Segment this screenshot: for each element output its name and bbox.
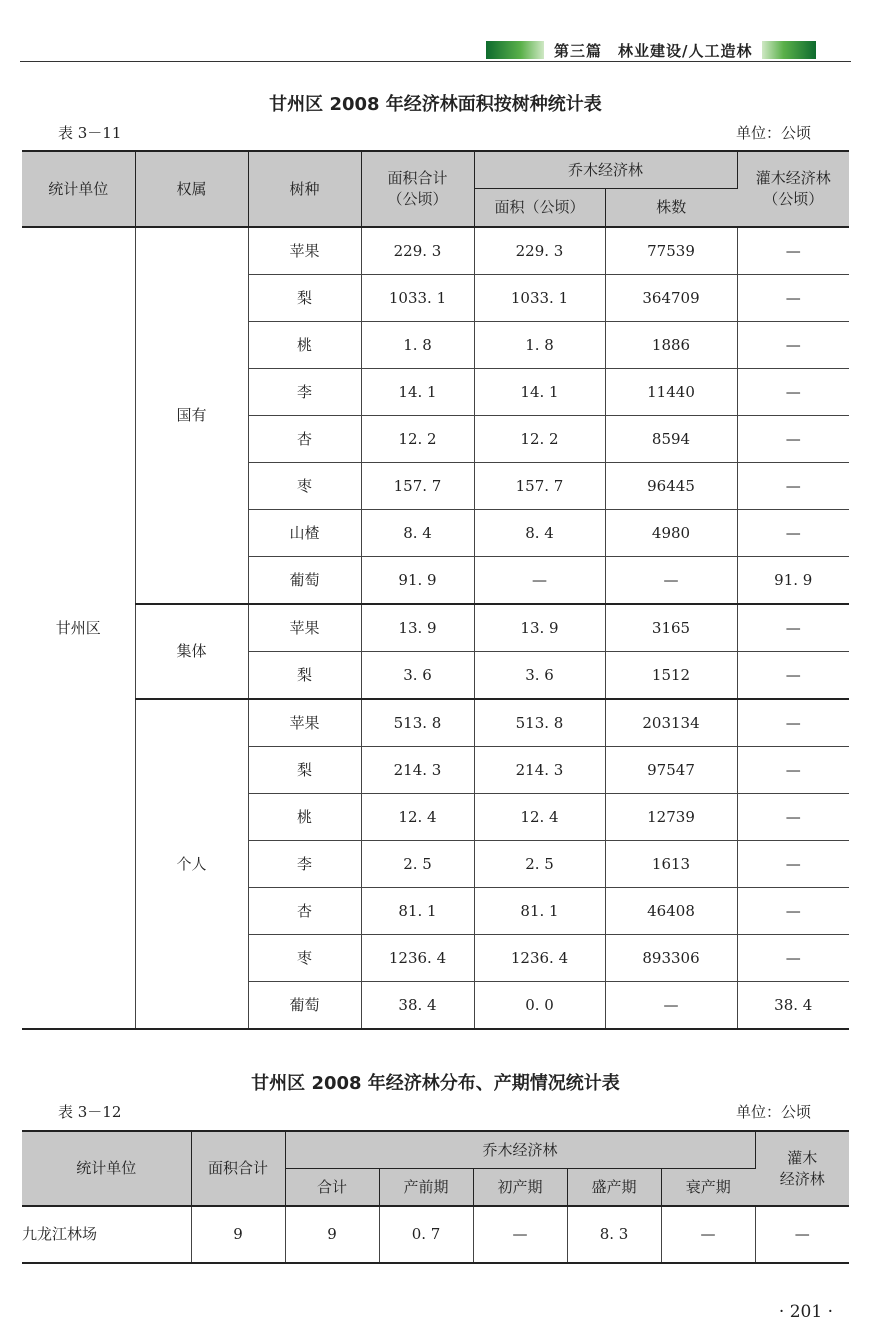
table1: [22, 150, 849, 1030]
table-cell: 2. 5: [474, 841, 605, 888]
table-cell: 1033. 1: [361, 275, 474, 322]
header-rule: [20, 61, 851, 62]
table-cell: —: [661, 1206, 755, 1263]
header-species: 树种: [248, 151, 361, 227]
table-cell: 九龙江林场: [22, 1206, 191, 1263]
table-cell: —: [605, 557, 737, 605]
t2-header-unit: 统计单位: [22, 1131, 191, 1206]
table-cell: 77539: [605, 227, 737, 275]
table-cell: 0. 0: [474, 982, 605, 1030]
table-cell: 513. 8: [361, 699, 474, 747]
header-unit: 统计单位: [22, 151, 135, 227]
table-cell: 1236. 4: [361, 935, 474, 982]
t2-header-arbor: 乔木经济林: [285, 1131, 755, 1169]
header-arbor: 乔木经济林: [474, 151, 737, 189]
table-cell: 杏: [248, 416, 361, 463]
table2: [22, 1130, 849, 1264]
table-cell: 13. 9: [474, 604, 605, 652]
table-cell: —: [605, 982, 737, 1030]
table-cell: 山楂: [248, 510, 361, 557]
table-cell: 157. 7: [474, 463, 605, 510]
page-number: · 201 ·: [778, 1302, 833, 1322]
header-total-area-label: 面积合计: [387, 169, 448, 187]
header-arbor-count: 株数: [605, 189, 737, 228]
table-cell: 1613: [605, 841, 737, 888]
table-cell: —: [737, 463, 849, 510]
t2-header-shrub-line2: 经济林: [779, 1169, 825, 1188]
table-cell: —: [737, 652, 849, 700]
table-cell: 12. 4: [474, 794, 605, 841]
table-cell: 1886: [605, 322, 737, 369]
running-head-text: 第三篇 林业建设/人工造林: [554, 41, 753, 60]
table-cell: —: [737, 888, 849, 935]
table-cell: 214. 3: [474, 747, 605, 794]
t2-header-sub: 合计: [285, 1169, 379, 1207]
table-row: [22, 604, 849, 652]
table-cell: —: [794, 1225, 810, 1243]
t2-header-shrub-line1: 灌木: [787, 1148, 818, 1167]
table-cell: —: [737, 275, 849, 322]
header-shrub-unit: （公顷）: [763, 190, 824, 208]
table-cell: 梨: [248, 747, 361, 794]
table-cell: 葡萄: [248, 557, 361, 605]
header-shrub-label: 灌木经济林: [755, 169, 831, 187]
table1-unit: 单位：公顷: [735, 124, 811, 142]
table1-title: 甘州区 2008 年经济林面积按树种统计表: [269, 94, 602, 115]
table-cell: 14. 1: [361, 369, 474, 416]
table-cell: 李: [248, 841, 361, 888]
table-cell: 3165: [605, 604, 737, 652]
table-cell: 364709: [605, 275, 737, 322]
table-cell: 96445: [605, 463, 737, 510]
table-cell: 46408: [605, 888, 737, 935]
table-cell: 葡萄: [248, 982, 361, 1030]
header-bar-left: [486, 41, 544, 59]
table-cell: 81. 1: [474, 888, 605, 935]
table-cell: 8. 4: [361, 510, 474, 557]
table-cell: 14. 1: [474, 369, 605, 416]
table-cell: 1033. 1: [474, 275, 605, 322]
table-cell: 9: [285, 1206, 379, 1263]
table-cell: —: [737, 227, 849, 275]
t2-header-total: 面积合计: [191, 1131, 285, 1206]
t2-header-sub: 初产期: [473, 1169, 567, 1207]
table-cell: 苹果: [248, 604, 361, 652]
table-cell: 214. 3: [361, 747, 474, 794]
table-row: [22, 227, 849, 275]
table-cell: —: [737, 510, 849, 557]
ownership-cell: 个人: [135, 699, 248, 1029]
table-cell: 0. 7: [379, 1206, 473, 1263]
table-row: [22, 1206, 849, 1263]
running-head: [486, 38, 851, 62]
table-cell: 1236. 4: [474, 935, 605, 982]
table-cell: 9: [191, 1206, 285, 1263]
table-cell: —: [474, 557, 605, 605]
table-cell: 1512: [605, 652, 737, 700]
table-cell: 97547: [605, 747, 737, 794]
table-cell: 桃: [248, 794, 361, 841]
table-cell: —: [737, 935, 849, 982]
table-cell: 3. 6: [474, 652, 605, 700]
t2-header-sub: 产前期: [379, 1169, 473, 1207]
table-cell: 苹果: [248, 699, 361, 747]
table-row: [22, 699, 849, 747]
table-cell: 81. 1: [361, 888, 474, 935]
header-bar-right: [762, 41, 816, 59]
table-cell: 枣: [248, 935, 361, 982]
table-cell: 桃: [248, 322, 361, 369]
table-cell: 12. 4: [361, 794, 474, 841]
table-cell: 12739: [605, 794, 737, 841]
table-cell: 2. 5: [361, 841, 474, 888]
table1-number: 表 3－11: [58, 124, 122, 142]
table-cell: 8594: [605, 416, 737, 463]
table-cell: 梨: [248, 652, 361, 700]
table-cell: 91. 9: [737, 557, 849, 605]
ownership-cell: 集体: [135, 604, 248, 699]
table-cell: 38. 4: [361, 982, 474, 1030]
table-cell: 3. 6: [361, 652, 474, 700]
table-cell: 229. 3: [361, 227, 474, 275]
table-cell: 12. 2: [361, 416, 474, 463]
table-cell: 893306: [605, 935, 737, 982]
table-cell: —: [737, 322, 849, 369]
t2-header-sub: 盛产期: [567, 1169, 661, 1207]
table2-unit: 单位：公顷: [735, 1103, 811, 1121]
table-cell: 8. 4: [474, 510, 605, 557]
t2-header-sub: 衰产期: [661, 1169, 755, 1207]
table-cell: 91. 9: [361, 557, 474, 605]
region-cell: 甘州区: [22, 227, 135, 1029]
table-cell: 38. 4: [774, 995, 813, 1014]
table-cell: 1. 8: [474, 322, 605, 369]
table-cell: —: [737, 369, 849, 416]
table-cell: 203134: [605, 699, 737, 747]
ownership-cell: 国有: [135, 227, 248, 604]
table-cell: —: [473, 1206, 567, 1263]
table-cell: —: [737, 604, 849, 652]
table-cell: —: [737, 841, 849, 888]
table-cell: —: [737, 747, 849, 794]
header-total-area-unit: （公顷）: [387, 190, 448, 208]
table-cell: 梨: [248, 275, 361, 322]
table-cell: 157. 7: [361, 463, 474, 510]
table-cell: —: [737, 699, 849, 747]
table-cell: —: [737, 416, 849, 463]
header-total-area: [361, 151, 474, 227]
table2-number: 表 3－12: [58, 1103, 122, 1121]
header-arbor-area: 面积（公顷）: [474, 189, 605, 228]
table-cell: 11440: [605, 369, 737, 416]
table-cell: 杏: [248, 888, 361, 935]
t2-header-shrub: [755, 1131, 849, 1206]
table-cell: 13. 9: [361, 604, 474, 652]
table-cell: 229. 3: [474, 227, 605, 275]
table-cell: 枣: [248, 463, 361, 510]
header-ownership: 权属: [135, 151, 248, 227]
table-cell: 1. 8: [361, 322, 474, 369]
table-cell: 李: [248, 369, 361, 416]
header-shrub: [737, 151, 849, 227]
table-cell: 8. 3: [567, 1206, 661, 1263]
table2-title: 甘州区 2008 年经济林分布、产期情况统计表: [251, 1073, 620, 1094]
table-cell: 12. 2: [474, 416, 605, 463]
table-cell: 513. 8: [474, 699, 605, 747]
table-cell: 苹果: [248, 227, 361, 275]
table-cell: 4980: [605, 510, 737, 557]
table-cell: —: [737, 794, 849, 841]
